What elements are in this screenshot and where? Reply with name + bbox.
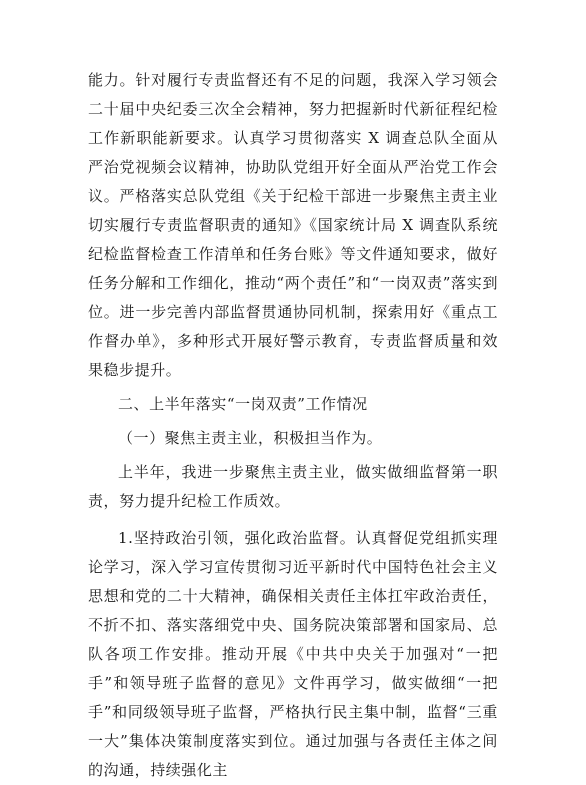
document-page — [88, 66, 498, 785]
subsection-heading: （一）聚焦主责主业，积极担当作为。 — [118, 429, 383, 447]
paragraph-intro: 上半年，我进一步聚焦主责主业，做实做细监督第一职责，努力提升纪检工作质效。 — [88, 463, 498, 510]
paragraph-item-1: 1.坚持政治引领，强化政治监督。认真督促党组抓实理论学习，深入学习宣传贯彻习近平新时代中国特色社会主义思想和党的二十大精神，确保相关责任主体扛牢政治责任，不折不扣、落实落细党中央、国务院决策部署和国家局、总队各项工作安排。推动开展《中共中央关于加强对“一把手”和领导班子监督的意见》文件再学习，做实做细“一把手”和同级领导班子监督，严格执行民主集中制，监督“三重一大”集体决策制度落实到位。通过加强与各责任主体之间的沟通，持续强化主 — [88, 529, 498, 779]
section-heading: 二、上半年落实“一岗双责”工作情况 — [118, 395, 368, 413]
paragraph-continued: 能力。针对履行专责监督还有不足的问题，我深入学习领会二十届中央纪委三次全会精神，努力把握新时代新征程纪检工作新职能新要求。认真学习贯彻落实 X 调查总队全面从严治党视频会议精神，协助队党组开好全面从严治党工作会议。严格落实总队党组《关于纪检干部进一步聚焦主责主业切实履行专责监督职责的通知》《国家统计局 X 调查队系统纪检监督检查工作清单和任务台账》等文件通知要求，做好任务分解和工作细化，推动“两个责任”和“一岗双责”落实到位。进一步完善内部监督贯通协同机制，探索用好《重点工作督办单》，多种形式开展好警示教育，专责监督质量和效果稳步提升。 — [88, 71, 498, 379]
